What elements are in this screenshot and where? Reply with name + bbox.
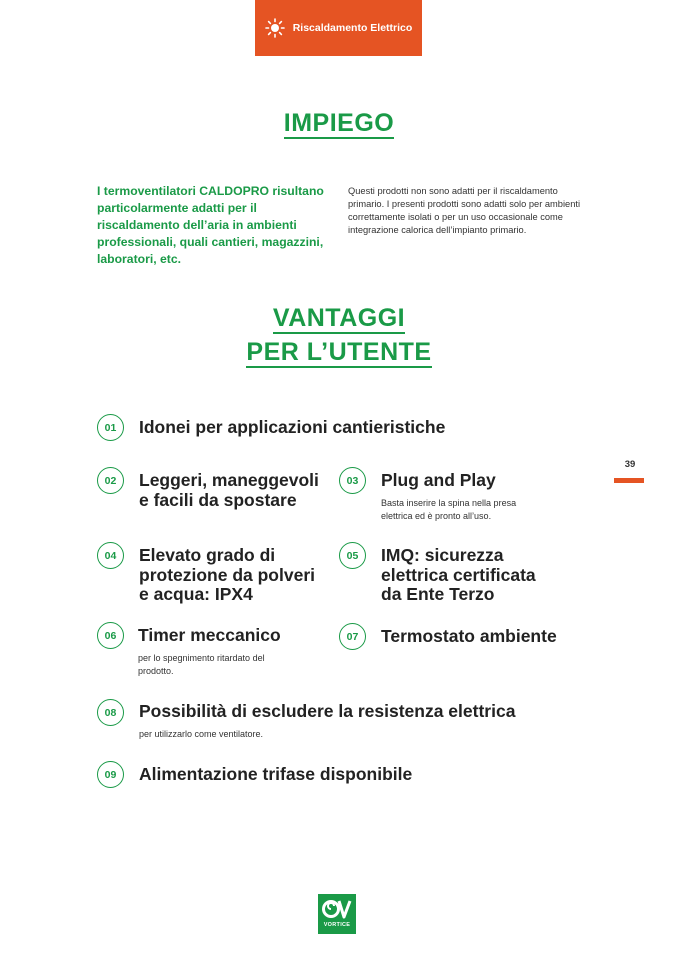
advantage-title-04-line2: protezione da polveri [139,564,315,585]
vantaggi-title-line2: PER L’UTENTE [246,338,432,366]
advantage-title-05-line2: elettrica certificata [381,564,536,585]
advantage-title-07: Termostato ambiente [381,626,557,646]
sun-icon [265,18,285,38]
advantage-title-05 [381,546,536,605]
impiego-right-text: Questi prodotti non sono adatti per il riscaldamento primario. I presenti prodotti sono adatti solo per ambienti correttamente isolati o per un uso occasionale come integrazione calorica dell’impianto primario. [348,186,581,235]
advantage-number-01: 01 [97,414,124,441]
advantage-number-07: 07 [339,623,366,650]
advantage-title-04-line3: e acqua: IPX4 [139,584,253,604]
advantage-desc-06-line1: per lo spegnimento ritardato del [138,653,265,663]
advantage-title-02 [139,471,319,510]
advantage-title-01: Idonei per applicazioni cantieristiche [139,417,446,437]
advantage-desc-03-line2: elettrica ed è pronto all’uso. [381,510,492,521]
advantage-desc-06-line2: prodotto. [138,665,174,676]
page-marker-bar [614,478,644,483]
advantage-number-08: 08 [97,699,124,726]
advantage-title-05-line1: IMQ: sicurezza [381,545,504,565]
vortice-logo-icon [318,898,356,920]
advantage-title-05-line3: da Ente Terzo [381,584,495,604]
section-tab [255,0,422,56]
logo-text: VORTICE [323,922,351,928]
advantage-desc-03-line1: Basta inserire la spina nella presa [381,498,517,508]
advantage-number-06: 06 [97,622,124,649]
advantage-number-05: 05 [339,542,366,569]
vortice-logo [318,894,356,934]
advantage-title-03: Plug and Play [381,470,496,490]
advantage-number-09: 09 [97,761,124,788]
impiego-left-text: I termoventilatori CALDOPRO risultano particolarmente adatti per il riscaldamento dell’aria in ambienti professionali, quali cantieri, magazzini, laboratori, etc. [97,184,324,266]
advantage-title-04-line1: Elevato grado di [139,545,276,565]
advantage-title-02-line2: e facili da spostare [139,489,297,510]
advantage-desc-08: per utilizzarlo come ventilatore. [139,729,264,739]
section-label: Riscaldamento Elettrico [292,22,413,34]
vantaggi-heading [0,301,678,369]
advantage-title-04 [139,546,315,605]
advantage-title-08: Possibilità di escludere la resistenza elettrica [139,701,516,721]
impiego-heading [0,108,678,138]
page-number: 39 [624,459,636,470]
advantage-number-04: 04 [97,542,124,569]
impiego-title: IMPIEGO [283,109,395,137]
advantage-title-06: Timer meccanico [138,625,281,645]
advantage-number-03: 03 [339,467,366,494]
advantage-desc-03 [381,497,516,522]
advantage-title-02-line1: Leggeri, maneggevoli [139,470,319,490]
vantaggi-title-line1: VANTAGGI [272,304,406,332]
advantage-title-09: Alimentazione trifase disponibile [139,764,413,784]
advantage-number-02: 02 [97,467,124,494]
advantage-desc-06 [138,652,265,677]
